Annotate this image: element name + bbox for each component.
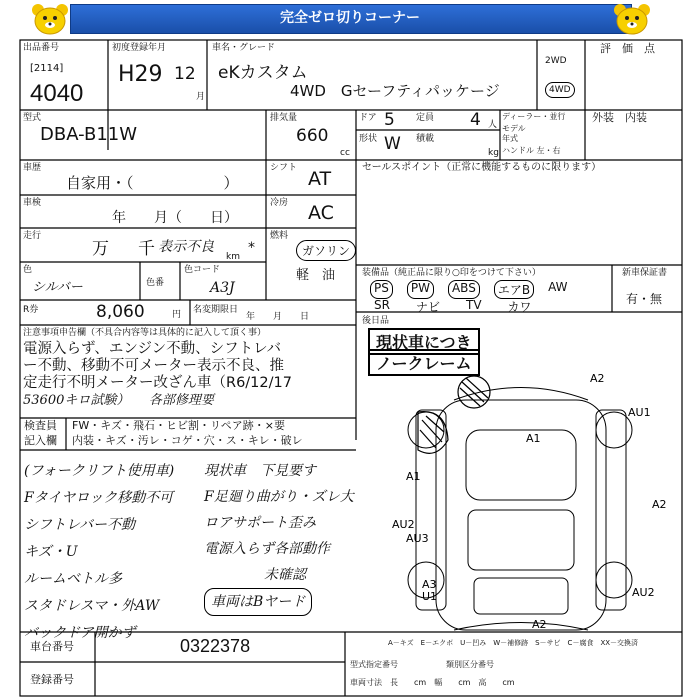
name-grade-label: 車名・グレード: [212, 43, 276, 53]
type-designation-label: 型式指定番号 類別区分番号: [350, 660, 494, 669]
color-value: シルバー: [32, 280, 83, 295]
handnote-line: Fタイヤロック移動不可: [24, 490, 174, 506]
handwritten-notes-left: [24, 458, 174, 647]
equip-airbag: エアB: [494, 280, 534, 299]
shape-label: 形状: [359, 134, 378, 144]
title-deadline-value: 年 月 日: [246, 312, 310, 322]
handnote-line: ルームベトル多: [24, 571, 122, 587]
displacement-label: 排気量: [270, 113, 298, 123]
shift-label: シフト: [270, 163, 298, 173]
mark-a2-top: A2: [590, 372, 605, 385]
registration-label: 登録番号: [30, 673, 74, 686]
title-deadline-label: 名変期限日: [193, 305, 239, 315]
equip-pw: PW: [407, 280, 434, 299]
handnote-line: 電源入らず各部動作: [204, 541, 330, 557]
notes-line: 定走行不明メーター改ざん車（R6/12/17: [23, 375, 292, 391]
lot-code: [2114]: [30, 63, 64, 74]
inspection-label: 車検: [23, 198, 42, 208]
ac-value: AC: [308, 202, 334, 224]
inspector-ext-row: FW・キズ・飛石・ヒビ割・リペア跡・×要: [72, 419, 285, 432]
mileage-unit-man: 万: [92, 239, 109, 259]
handwritten-notes-right: [204, 458, 354, 616]
banner-title: 完全ゼロ切りコーナー: [280, 10, 420, 26]
shift-value: AT: [308, 168, 332, 190]
handnote-line: 未確認: [264, 567, 306, 583]
handnote-line: シフトレバー不動: [24, 517, 136, 533]
dealer-label: ディーラー・並行: [502, 112, 566, 121]
model-code: DBA-B11W: [40, 124, 138, 145]
door-label: ドア: [359, 113, 377, 123]
notes-label: 注意事項申告欄（不具合内容等は具体的に記入して頂く事）: [23, 328, 267, 338]
history-label: 車歴: [23, 163, 42, 173]
model-year-label: モデル年式: [502, 124, 526, 143]
eval-label: 評 価 点: [600, 42, 655, 55]
inspector-label: 検査員: [24, 419, 57, 432]
fuel-label: 燃料: [270, 231, 289, 241]
month-unit: 月: [196, 92, 206, 102]
mark-au2-left: AU2: [392, 518, 415, 531]
drive-2wd: 2WD: [545, 56, 567, 66]
recycle-label: R券: [23, 305, 39, 315]
first-reg-month: 12: [174, 64, 196, 84]
notes-line: 電源入らず、エンジン不動、シフトレバ: [23, 341, 282, 357]
chassis-label: 車台番号: [30, 640, 74, 653]
equipment-row-2: [374, 298, 594, 315]
entry-label: 記入欄: [24, 434, 57, 447]
new-warranty-value: 有・無: [626, 292, 663, 306]
cc-unit: cc: [340, 148, 350, 158]
equip-aw: AW: [548, 280, 568, 294]
displacement-value: 660: [296, 126, 329, 146]
handnote-line: 車両はBヤード: [204, 588, 312, 616]
fuel-diesel: 軽 油: [296, 268, 336, 283]
color-code-label: 色コード: [184, 265, 221, 275]
handnote-line: (フォークリフト使用車): [24, 463, 175, 479]
km-unit: km: [226, 252, 240, 262]
handnote-line: ロアサポート歪み: [204, 515, 316, 531]
mark-u1: U1: [422, 590, 438, 603]
equip-tv: TV: [465, 298, 482, 312]
damage-legend: A－キズ E－エクボ U－凹み W－補修跡 S－サビ C－腐食 XX－交換済: [388, 639, 639, 647]
first-reg-label: 初度登録年月: [112, 43, 167, 53]
mark-a3: A3: [422, 578, 437, 591]
shape-value: W: [384, 134, 401, 154]
equip-abs: ABS: [448, 280, 480, 299]
ext-int-label: 外装 内装: [592, 111, 647, 124]
handnote-line: バックドア開かず: [24, 625, 136, 641]
seats-label: 定員: [416, 113, 435, 123]
mark-au3: AU3: [406, 532, 429, 545]
mileage-label: 走行: [23, 231, 42, 241]
sales-points-label: セールスポイント（正常に機能するものに限ります）: [362, 162, 602, 173]
notes-body: [23, 341, 292, 409]
handnote-line: F足廻り曲がり・ズレ大: [204, 489, 354, 505]
mark-au1: AU1: [628, 406, 651, 419]
equip-leather: カワ: [507, 300, 532, 314]
asterisk-mark: *: [248, 240, 255, 256]
handnote-line: キズ・U: [24, 544, 78, 560]
color-no-label: 色番: [146, 278, 165, 288]
after-items-label: 後日品: [362, 316, 390, 326]
color-code-value: A3J: [210, 280, 235, 296]
history-value: 自家用・（ ）: [66, 174, 239, 192]
car-grade: 4WD Gセーフティパッケージ: [290, 82, 500, 100]
mark-a2-rear: A2: [532, 618, 547, 631]
notes-line: 53600キロ試験） 各部修理要: [23, 393, 214, 408]
inspector-int-row: 内装・キズ・汚レ・コゲ・穴・ス・キレ・破レ: [72, 434, 303, 447]
equip-navi: ナビ: [415, 300, 440, 314]
kg-unit: kg: [488, 148, 499, 158]
mark-a1-hood: A1: [526, 432, 541, 445]
stamp-no-claim: ノークレーム: [368, 349, 480, 376]
mark-a2-right: A2: [652, 498, 667, 511]
handnote-line: 現状車 下見要す: [204, 463, 316, 479]
ac-label: 冷房: [270, 198, 289, 208]
load-label: 積載: [416, 134, 435, 144]
inspection-value: 年 月（ 日）: [112, 210, 238, 226]
person-unit: 人: [488, 120, 498, 130]
color-label: 色: [23, 265, 33, 275]
equip-sr: SR: [374, 298, 390, 312]
damage-hatch-front-left: [458, 376, 490, 408]
fuel-gasoline-selected: ガソリン: [296, 240, 356, 261]
equipment-row-1: [370, 280, 610, 299]
lot-number: 4040: [30, 80, 84, 107]
notes-line: ー不動、移動不可メーター表示不良、推: [23, 358, 284, 374]
car-name: eKカスタム: [218, 63, 308, 83]
chassis-number: 0322378: [180, 636, 251, 656]
mileage-note: 表示不良: [158, 239, 214, 255]
handle-label: ハンドル 左・右: [502, 146, 561, 155]
lot-label: 出品番号: [23, 43, 60, 53]
handnote-line: スタドレスマ・外AW: [24, 598, 160, 614]
mark-au2-right: AU2: [632, 586, 655, 599]
mileage-unit-sen: 千: [138, 239, 155, 259]
drive-4wd-selected: 4WD: [545, 82, 575, 98]
recycle-value: 8,060: [96, 302, 145, 322]
mark-a1-left: A1: [406, 470, 421, 483]
new-warranty-label: 新車保証書: [622, 268, 668, 278]
car-damage-diagram: [356, 370, 682, 632]
first-reg-era-year: H29: [118, 62, 163, 87]
equip-ps: PS: [370, 280, 393, 299]
door-count: 5: [384, 110, 395, 130]
vehicle-dimensions-label: 車両寸法 長 cm 幅 cm 高 cm: [350, 678, 515, 687]
model-label: 型式: [23, 113, 42, 123]
equipment-label: 装備品（純正品に限り○印をつけて下さい）: [362, 268, 541, 278]
stamp-as-is: 現状車につき: [368, 328, 480, 355]
seat-count: 4: [470, 110, 481, 130]
recycle-unit: 円: [172, 310, 182, 320]
